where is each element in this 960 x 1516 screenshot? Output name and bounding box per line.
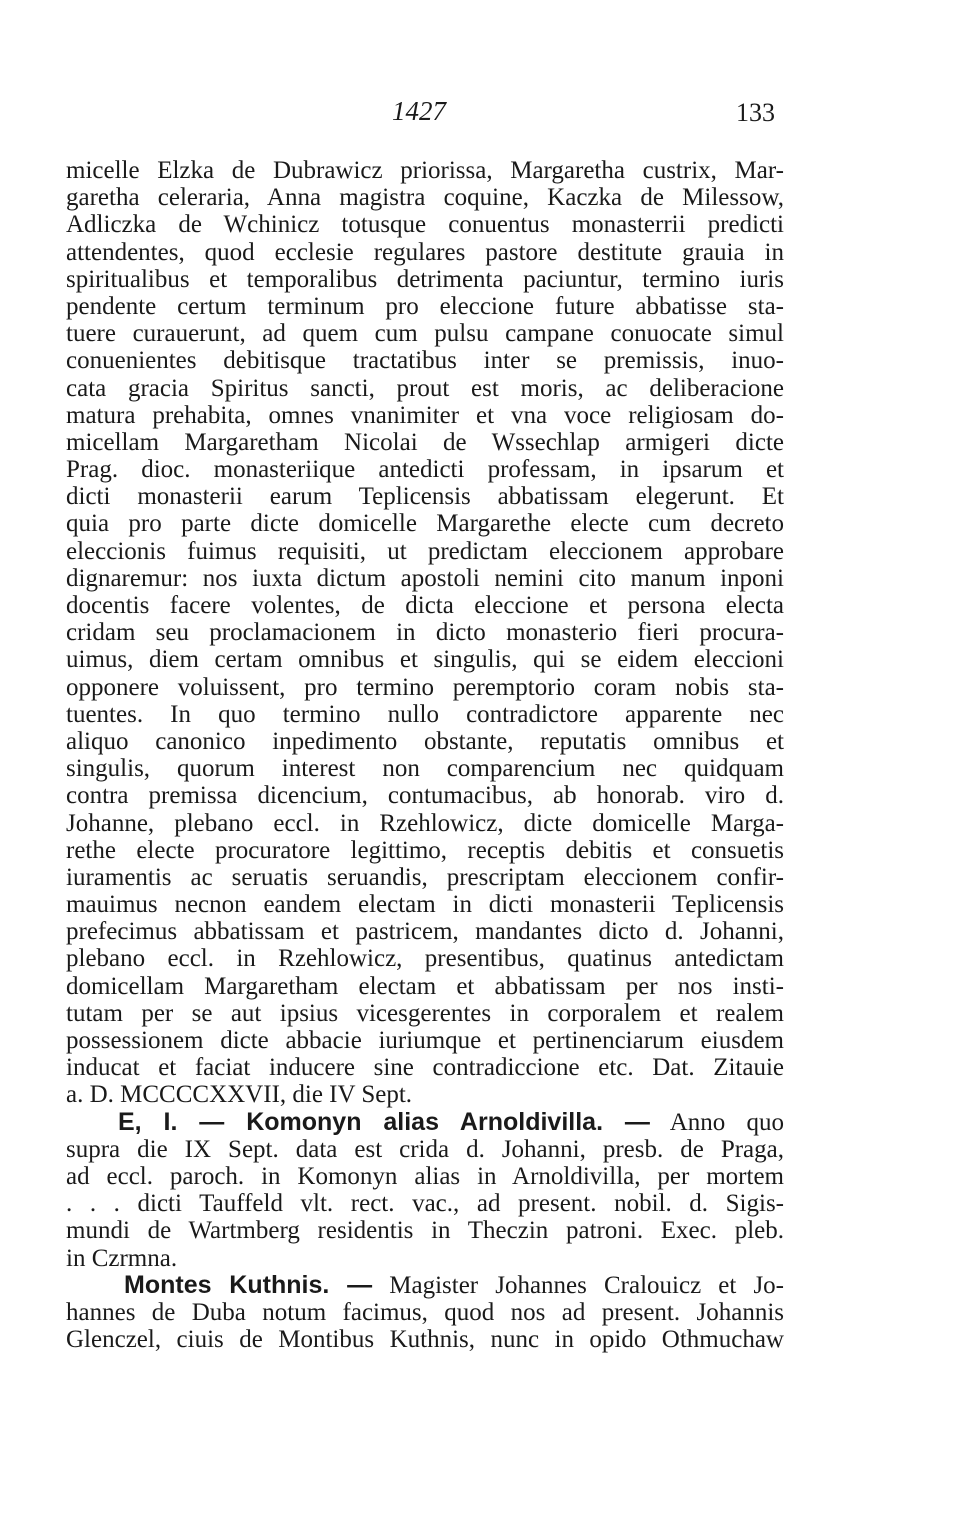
text-line: in Czrmna. bbox=[66, 1244, 178, 1272]
entry-komonyn-first-line bbox=[66, 1109, 784, 1136]
text-line: Johanne, plebano eccl. in Rzehlowicz, dicte domicelle Marga- bbox=[66, 809, 784, 837]
text-line: mundi de Wartmberg residentis in Theczin patroni. Exec. pleb. bbox=[66, 1217, 784, 1245]
running-header bbox=[0, 96, 960, 132]
text-line: inducat et faciat inducere sine contradiccione etc. Dat. Zitauie bbox=[66, 1054, 784, 1082]
text-line: attendentes, quod ecclesie regulares pastore destitute grauia in bbox=[66, 238, 784, 266]
entry-text: Magister Johannes Cralouicz et Jo- bbox=[389, 1271, 785, 1299]
text-line: prefecimus abbatissam et pastricem, mandantes dicto d. Johanni, bbox=[66, 918, 784, 946]
entry-text: Anno quo bbox=[669, 1108, 785, 1136]
text-line: singulis, quorum interest non comparencium nec quidquam bbox=[66, 755, 784, 783]
text-line: Glenczel, ciuis de Montibus Kuthnis, nunc in opido Othmuchaw bbox=[66, 1326, 784, 1354]
text-line: domicellam Margaretham electam et abbatissam per nos insti- bbox=[66, 972, 784, 1000]
text-line: iuramentis ac seruatis seruandis, prescriptam eleccionem confir- bbox=[66, 863, 784, 891]
text-line: contra premissa dicencium, contumacibus, ab honorab. viro d. bbox=[66, 782, 784, 810]
text-line: garetha celeraria, Anna magistra coquine, Kaczka de Milessow, bbox=[66, 184, 784, 212]
text-line: rethe electe procuratore legittimo, receptis debitis et consuetis bbox=[66, 836, 784, 864]
document-body bbox=[66, 157, 784, 1353]
text-line: micellam Margaretham Nicolai de Wssechlap armigeri dicte bbox=[66, 428, 784, 456]
text-line: dignaremur: nos iuxta dictum apostoli nemini cito manum inponi bbox=[66, 564, 784, 592]
text-line: dicti monasterii earum Teplicensis abbatissam elegerunt. Et bbox=[66, 483, 784, 511]
text-line: tutam per se aut ipsius vicesgerentes in corporalem et realem bbox=[66, 999, 784, 1027]
text-line: Adliczka de Wchinicz totusque conuentus monasterrii predicti bbox=[66, 211, 784, 239]
entry-montes-kuthnis-first-line bbox=[66, 1272, 784, 1299]
text-line: mauimus necnon eandem electam in dicti monasterii Teplicensis bbox=[66, 891, 784, 919]
text-line: plebano eccl. in Rzehlowicz, presentibus, quatinus antedictam bbox=[66, 945, 784, 973]
page-number: 133 bbox=[736, 98, 775, 127]
text-line: ad eccl. paroch. in Komonyn alias in Arnoldivilla, per mortem bbox=[66, 1162, 784, 1190]
text-line: hannes de Duba notum facimus, quod nos ad present. Johannis bbox=[66, 1298, 784, 1326]
header-year: 1427 bbox=[392, 96, 446, 126]
text-line: cata gracia Spiritus sancti, prout est moris, ac deliberacione bbox=[66, 374, 784, 402]
text-line: spiritualibus et temporalibus detrimenta paciuntur, termino iuris bbox=[66, 265, 784, 293]
entry-heading: E, I. — Komonyn alias Arnoldivilla. — bbox=[118, 1107, 650, 1136]
text-line: micelle Elzka de Dubrawicz priorissa, Margaretha custrix, Mar- bbox=[66, 157, 784, 184]
text-line: matura prehabita, omnes vnanimiter et vna voce religiosam do- bbox=[66, 401, 784, 429]
text-line: tuentes. In quo termino nullo contradictore apparente nec bbox=[66, 700, 784, 728]
text-line: pendente certum terminum pro eleccione future abbatisse sta- bbox=[66, 292, 784, 320]
text-line: possessionem dicte abbacie iuriumque et pertinenciarum eiusdem bbox=[66, 1027, 784, 1054]
text-line: eleccionis fuimus requisiti, ut predictam eleccionem approbare bbox=[66, 537, 784, 565]
text-line: opponere voluissent, pro termino peremptorio coram nobis sta- bbox=[66, 673, 784, 701]
text-line: a. D. MCCCCXXVII, die IV Sept. bbox=[66, 1081, 413, 1109]
entry-heading: Montes Kuthnis. — bbox=[124, 1270, 373, 1299]
text-line: . . . dicti Tauffeld vlt. rect. vac., ad present. nobil. d. Sigis- bbox=[66, 1190, 784, 1218]
text-line: cridam seu proclamacionem in dicto monasterio fieri procura- bbox=[66, 619, 784, 647]
text-line: tuere curauerunt, ad quem cum pulsu campane conuocate simul bbox=[66, 320, 784, 348]
text-line: aliquo canonico inpedimento obstante, reputatis omnibus et bbox=[66, 727, 784, 755]
text-line: Prag. dioc. monasteriique antedicti professam, in ipsarum et bbox=[66, 456, 784, 484]
text-line: docentis facere volentes, de dicta eleccione et persona electa bbox=[66, 592, 784, 619]
text-line: quia pro parte dicte domicelle Margarethe electe cum decreto bbox=[66, 510, 784, 538]
text-line: supra die IX Sept. data est crida d. Johanni, presb. de Praga, bbox=[66, 1135, 784, 1163]
text-line: conuenientes debitisque tractatibus inter se premissis, inuo- bbox=[66, 347, 784, 375]
text-line: uimus, diem certam omnibus et singulis, qui se eidem eleccioni bbox=[66, 646, 784, 674]
